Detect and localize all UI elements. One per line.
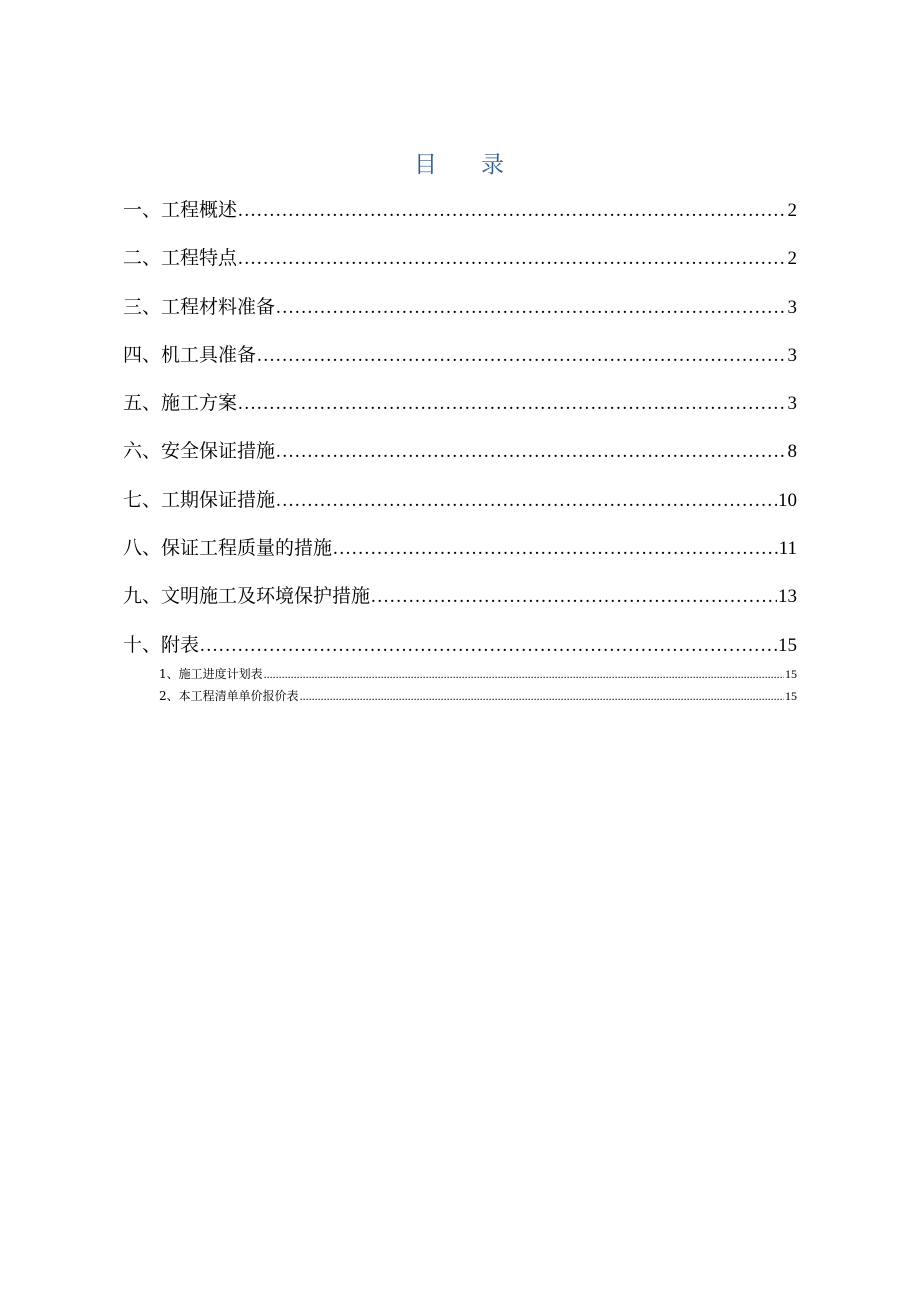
toc-subentry[interactable]	[123, 665, 797, 687]
toc-entry[interactable]	[123, 582, 797, 630]
dot-leader	[276, 438, 786, 466]
toc-entry-label: 八、保证工程质量的措施	[123, 537, 333, 560]
toc-title	[0, 146, 920, 179]
dot-leader	[333, 535, 778, 563]
toc-entry-label: 七、工期保证措施	[123, 488, 276, 511]
toc-subentry[interactable]	[123, 687, 797, 709]
toc-entry[interactable]	[123, 341, 797, 389]
toc-entry-page: 10	[778, 489, 797, 511]
toc-entry-page: 8	[787, 441, 797, 463]
toc-entry[interactable]	[123, 437, 797, 485]
dot-leader	[238, 390, 786, 418]
dot-leader	[200, 632, 777, 660]
toc-entry-page: 3	[787, 296, 797, 318]
dot-leader	[257, 342, 786, 370]
toc-entry[interactable]	[123, 631, 797, 665]
toc-entry-label: 六、安全保证措施	[123, 440, 276, 463]
toc-entry-page: 2	[787, 200, 797, 221]
toc-entry-page: 15	[778, 634, 797, 656]
toc-entry-page: 11	[778, 538, 797, 560]
dot-leader	[300, 687, 784, 705]
toc-entry[interactable]	[123, 389, 797, 437]
toc-entry[interactable]	[123, 293, 797, 341]
toc-entry[interactable]	[123, 244, 797, 292]
toc-subentry-label: 1、施工进度计划表	[159, 666, 263, 681]
toc-entry-label: 三、工程材料准备	[123, 295, 276, 318]
toc-title-part-1: 目	[414, 152, 439, 178]
dot-leader	[238, 197, 786, 225]
toc-entry-label: 四、机工具准备	[123, 343, 257, 366]
toc-subentry-label: 2、本工程清单单价报价表	[159, 688, 299, 703]
toc-subentry-page: 15	[785, 688, 797, 703]
toc-entry-page: 3	[787, 344, 797, 366]
toc-entry-label: 一、工程概述	[123, 199, 238, 221]
table-of-contents	[123, 196, 797, 709]
toc-entry-label: 五、施工方案	[123, 392, 238, 415]
toc-entry-label: 十、附表	[123, 633, 200, 656]
dot-leader	[264, 665, 784, 683]
toc-title-part-2: 录	[481, 152, 506, 178]
toc-entry[interactable]	[123, 486, 797, 534]
toc-entry-page: 3	[787, 393, 797, 415]
toc-entry[interactable]	[123, 196, 797, 244]
dot-leader	[276, 294, 786, 322]
toc-entry[interactable]	[123, 534, 797, 582]
toc-entry-page: 2	[787, 248, 797, 270]
toc-entry-page: 13	[778, 586, 797, 608]
dot-leader	[276, 487, 777, 515]
dot-leader	[371, 583, 777, 611]
toc-entry-label: 二、工程特点	[123, 247, 238, 270]
toc-entry-label: 九、文明施工及环境保护措施	[123, 585, 371, 608]
toc-subentry-page: 15	[785, 666, 797, 681]
dot-leader	[238, 245, 786, 273]
